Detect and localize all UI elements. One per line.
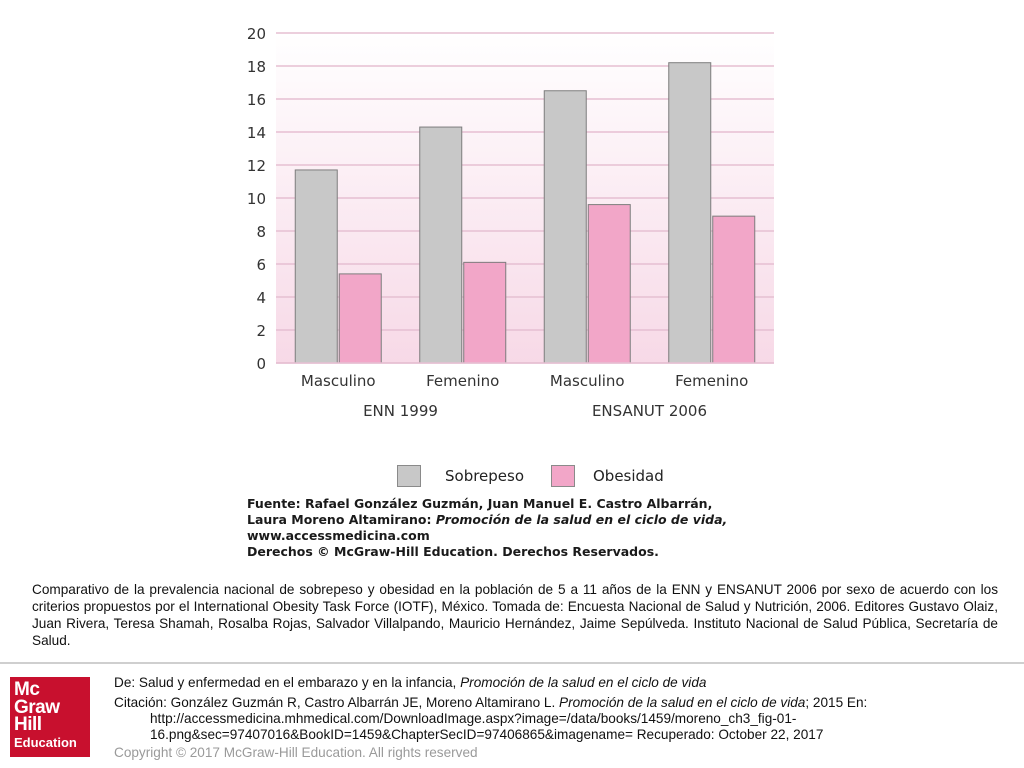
y-tick-label: 18 (246, 58, 266, 76)
x-tick-label: Masculino (549, 372, 625, 390)
from-text: De: Salud y enfermedad en el embarazo y en la infancia, (114, 675, 461, 690)
citation-authors: Citación: González Guzmán R, Castro Albarrán JE, Moreno Altamirano L. (114, 695, 560, 710)
bar-sobrepeso-2 (544, 91, 586, 363)
x-axis-labels (301, 372, 748, 420)
legend (395, 462, 695, 492)
x-tick-label: Masculino (300, 372, 376, 390)
y-tick-label: 16 (246, 91, 266, 109)
citation-year: ; 2015 En: (805, 695, 868, 710)
legend-swatch-sobrepeso (397, 465, 421, 487)
legend-swatch-obesidad (551, 465, 575, 487)
logo-text-2: Graw (14, 696, 60, 718)
bar-sobrepeso-1 (420, 127, 462, 363)
figure-source (247, 496, 777, 560)
logo-text-1: Mc (14, 679, 40, 700)
y-axis-ticks (247, 25, 266, 373)
bar-sobrepeso-0 (295, 170, 337, 363)
logo-text-3: Hill (14, 714, 42, 735)
y-tick-label: 0 (256, 355, 266, 373)
x-tick-label: Femenino (426, 372, 500, 390)
logo-text-4: Education (14, 734, 77, 750)
source-line-3: www.accessmedicina.com (247, 528, 430, 543)
y-tick-label: 2 (256, 322, 266, 340)
group-label: ENSANUT 2006 (591, 402, 708, 420)
legend-label-obesidad: Obesidad (593, 467, 664, 485)
source-reference (114, 675, 1014, 691)
source-line-2 (247, 512, 777, 528)
citation-block (114, 675, 1014, 743)
citation-url-line-2: 16.png&sec=97407016&BookID=1459&ChapterSecID=97406865&imagename= Recuperado: October 22, 2017 (150, 727, 824, 742)
source-book-title: Promoción de la salud en el ciclo de vida, (435, 512, 728, 527)
bar-obesidad-3 (713, 216, 755, 363)
bar-sobrepeso-3 (669, 63, 711, 363)
citation-title: Promoción de la salud en el ciclo de vida (559, 695, 806, 710)
y-tick-label: 10 (246, 190, 266, 208)
bar-obesidad-2 (588, 205, 630, 363)
citation-url-line-1: http://accessmedicina.mhmedical.com/DownloadImage.aspx?image=/data/books/1459/moreno_ch3_fig-01- (150, 711, 797, 726)
source-line-4: Derechos © McGraw-Hill Education. Derechos Reservados. (247, 544, 659, 559)
figure-caption: Comparativo de la prevalencia nacional de sobrepeso y obesidad en la población de 5 a 11 años de la ENN y ENSANUT 2006 por sexo de acuerdo con los criterios propuestos por el International Obesity Task Force (IOTF), México. Tomada de: Encuesta Nacional de Salud y Nutrición, 2006. Editores Gustavo Olaiz, Juan Rivera, Teresa Shamah, Rosalba Rojas, Salvador Villalpando, Mauricio Hernández, Jaime Sepúlveda. Instituto Nacional de Salud Pública, Secretaría de Salud. (32, 582, 998, 648)
y-tick-label: 14 (246, 124, 266, 142)
y-tick-label: 4 (256, 289, 266, 307)
y-tick-label: 8 (256, 223, 266, 241)
from-book-title: Promoción de la salud en el ciclo de vida (460, 675, 707, 690)
copyright-notice: Copyright © 2017 McGraw-Hill Education. All rights reserved (114, 745, 478, 760)
bar-obesidad-1 (464, 262, 506, 363)
bar-obesidad-0 (339, 274, 381, 363)
x-tick-label: Femenino (675, 372, 749, 390)
y-tick-label: 20 (246, 25, 266, 43)
divider (0, 662, 1024, 664)
mcgraw-hill-logo (10, 677, 90, 757)
legend-label-sobrepeso: Sobrepeso (445, 467, 525, 485)
citation-line (114, 695, 1014, 711)
y-tick-label: 12 (246, 157, 266, 175)
bar-chart (245, 18, 780, 448)
source-authors: Laura Moreno Altamirano: (247, 512, 436, 527)
chart-figure (245, 18, 780, 570)
y-tick-label: 6 (256, 256, 266, 274)
group-label: ENN 1999 (363, 402, 438, 420)
source-line-1: Fuente: Rafael González Guzmán, Juan Manuel E. Castro Albarrán, (247, 496, 713, 511)
